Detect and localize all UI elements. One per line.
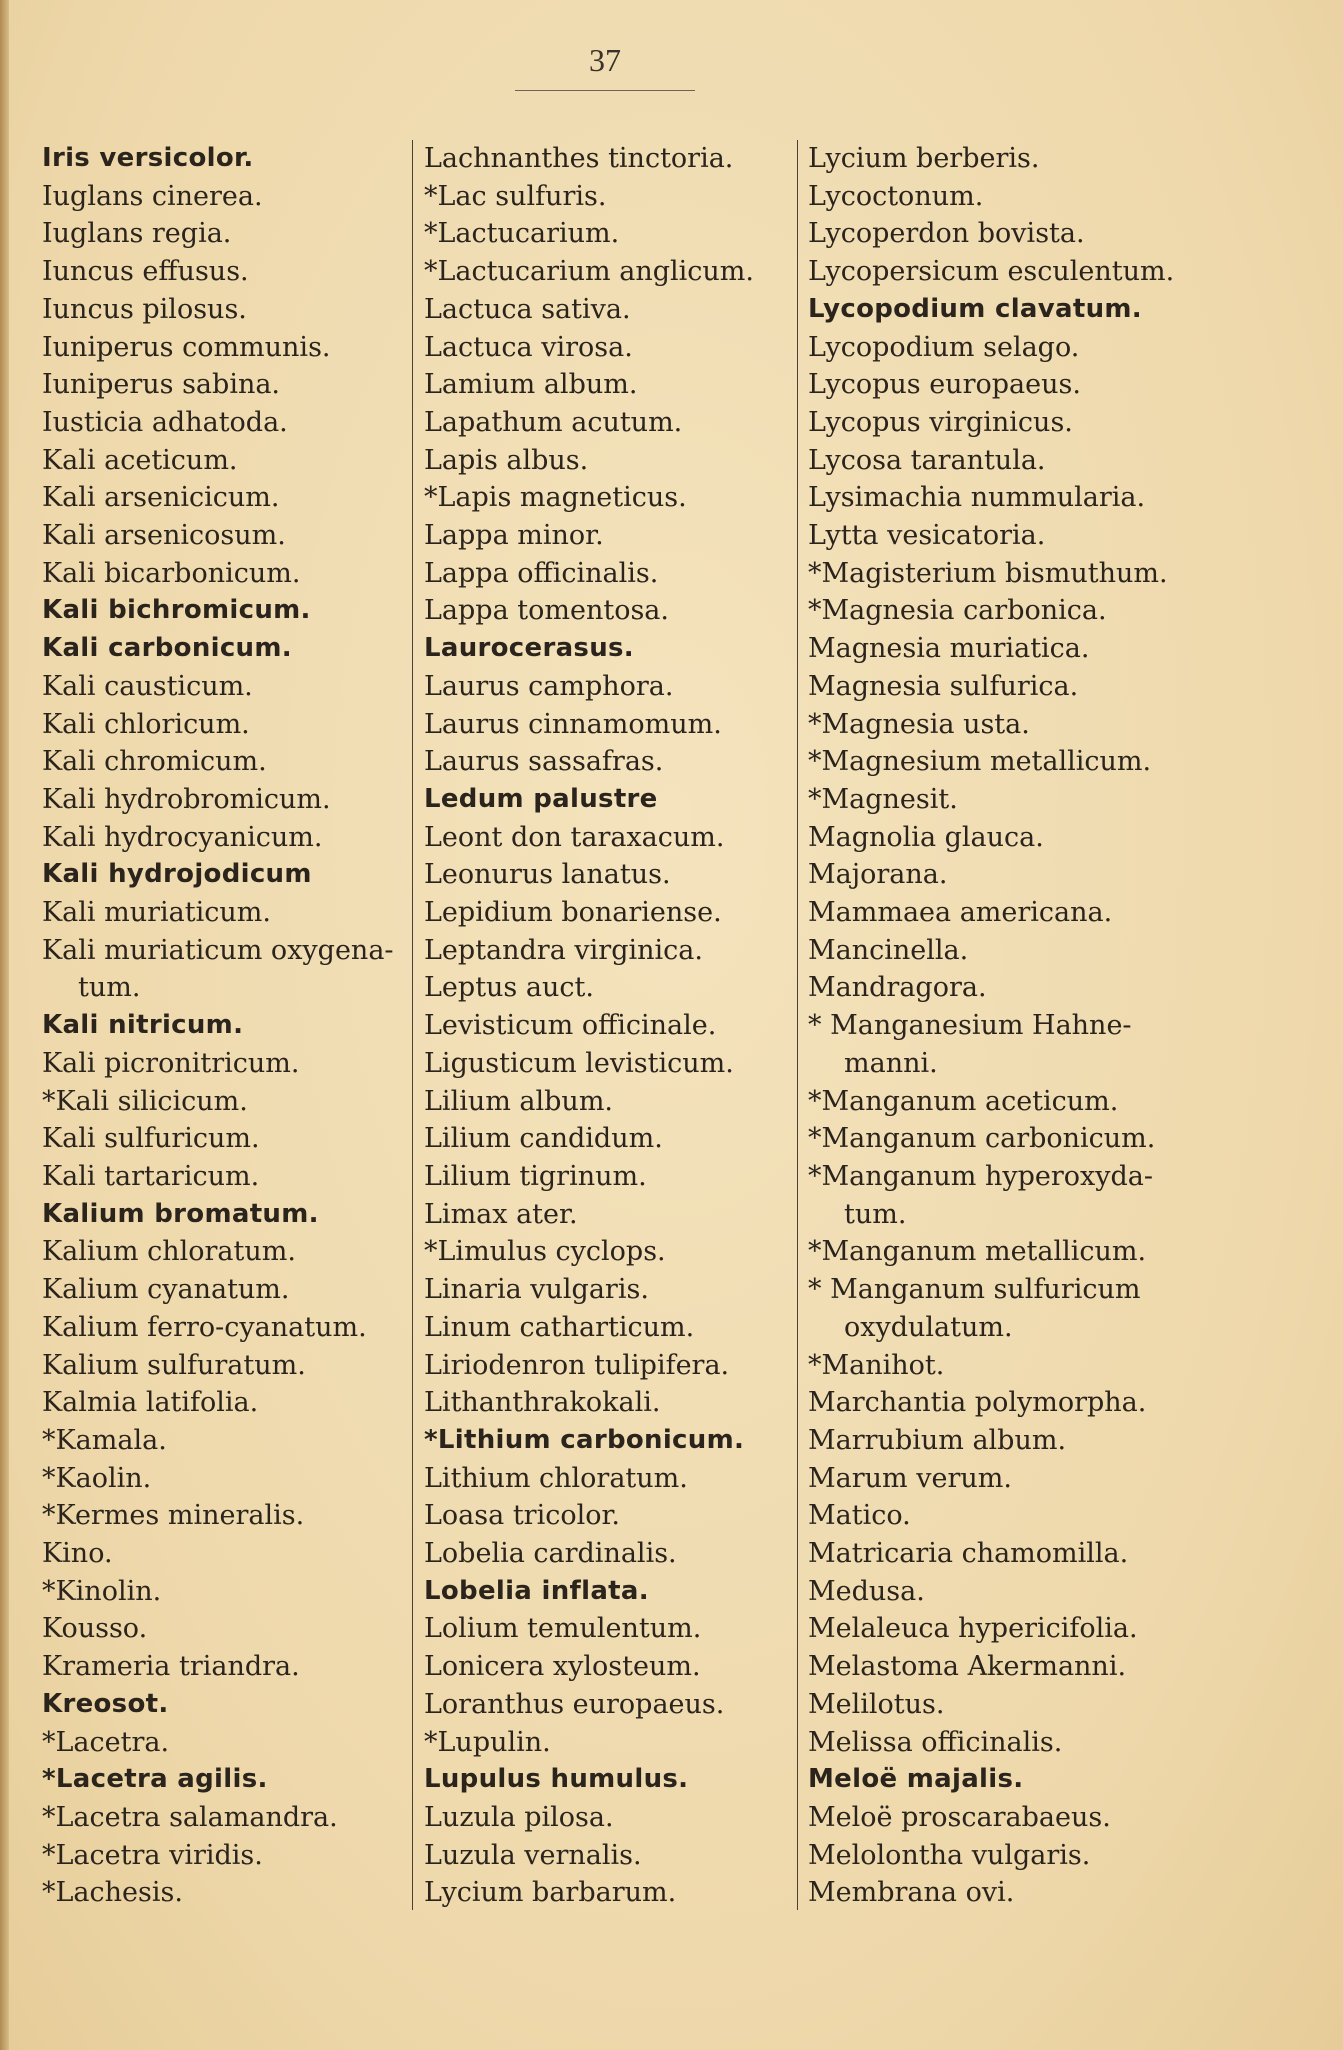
index-entry: Leont don taraxacum.: [424, 821, 725, 853]
index-column-1: [42, 140, 402, 1912]
index-entry: Laurus sassafras.: [424, 746, 664, 778]
index-entry: Magnesia muriatica.: [808, 633, 1090, 665]
index-entry: Linaria vulgaris.: [424, 1274, 649, 1306]
index-entry: *Magnesia usta.: [808, 708, 1030, 740]
index-entry: Mandragora.: [808, 972, 987, 1004]
index-entry: Melolontha vulgaris.: [808, 1839, 1091, 1871]
index-entry: *Lactucarium.: [424, 218, 620, 250]
index-entry: Kali chromicum.: [42, 746, 267, 778]
index-entry: Leptandra virginica.: [424, 934, 703, 966]
index-entry: *Manihot.: [808, 1349, 945, 1381]
index-entry: Mammaea americana.: [808, 897, 1113, 929]
index-entry: *Lacetra.: [42, 1726, 170, 1758]
index-entry: Kali muriaticum oxygena-: [42, 934, 394, 966]
index-entry: *Kermes mineralis.: [42, 1500, 305, 1532]
index-entry: Melilotus.: [808, 1688, 945, 1720]
index-entry: *Manganum hyperoxyda-: [808, 1160, 1154, 1192]
index-entry: Marchantia polymorpha.: [808, 1387, 1147, 1419]
index-entry: Kali causticum.: [42, 670, 253, 702]
index-entry: Lycoctonum.: [808, 180, 984, 212]
index-entry: Iuglans regia.: [42, 218, 232, 250]
index-entry: Medusa.: [808, 1575, 925, 1607]
index-entry-continuation: manni.: [844, 1047, 938, 1079]
index-entry: Meloë proscarabaeus.: [808, 1801, 1111, 1833]
index-entry: * Manganesium Hahne-: [808, 1010, 1132, 1042]
column-divider: [797, 140, 798, 1910]
index-entry: Lamium album.: [424, 369, 638, 401]
index-entry: *Lapis magneticus.: [424, 482, 687, 514]
index-entry: Krameria triandra.: [42, 1651, 300, 1683]
index-entry: Kali arsenicicum.: [42, 482, 280, 514]
index-entry: Kali picronitricum.: [42, 1047, 300, 1079]
index-entry: Lobelia cardinalis.: [424, 1538, 677, 1570]
index-entry: Kalmia latifolia.: [42, 1387, 259, 1419]
index-entry: Lithium chloratum.: [424, 1462, 688, 1494]
index-entry: *Lupulin.: [424, 1726, 551, 1758]
index-entry-continuation: tum.: [844, 1198, 907, 1230]
index-entry: *Kamala.: [42, 1424, 167, 1456]
index-entry: Loasa tricolor.: [424, 1500, 621, 1532]
index-entry: Marum verum.: [808, 1462, 1012, 1494]
index-entry: Marrubium album.: [808, 1424, 1067, 1456]
index-entry: Iusticia adhatoda.: [42, 406, 288, 438]
index-entry: Iuglans cinerea.: [42, 180, 263, 212]
index-entry: *Lacetra viridis.: [42, 1839, 263, 1871]
index-entry: Melastoma Akermanni.: [808, 1651, 1127, 1683]
index-entry: Lilium tigrinum.: [424, 1160, 647, 1192]
index-entry: *Lactucarium anglicum.: [424, 256, 754, 288]
index-entry: *Magnesia carbonica.: [808, 595, 1107, 627]
index-entry: Matico.: [808, 1500, 911, 1532]
index-entry: Laurus cinnamomum.: [424, 708, 722, 740]
index-entry: Lappa tomentosa.: [424, 595, 669, 627]
index-entry: Lappa minor.: [424, 520, 604, 552]
index-entry: Lupulus humulus.: [424, 1764, 689, 1795]
index-entry: Laurocerasus.: [424, 633, 634, 664]
index-entry: Ledum palustre: [424, 783, 658, 814]
index-entry: Meloë majalis.: [808, 1764, 1024, 1795]
index-entry: Iuncus effusus.: [42, 256, 249, 288]
index-entry-continuation: oxydulatum.: [844, 1311, 1013, 1343]
index-entry: Lobelia inflata.: [424, 1575, 649, 1606]
index-entry: Iris versicolor.: [42, 143, 254, 173]
index-entry: Luzula vernalis.: [424, 1839, 642, 1871]
index-entry: Kalium ferro-cyanatum.: [42, 1311, 367, 1343]
index-entry: *Lacetra agilis.: [42, 1764, 268, 1795]
index-entry: Kousso.: [42, 1613, 148, 1645]
index-entry: *Lithium carbonicum.: [424, 1424, 745, 1455]
index-entry: Linum catharticum.: [424, 1311, 695, 1343]
index-entry: Lepidium bonariense.: [424, 897, 722, 929]
index-entry: Kali sulfuricum.: [42, 1123, 260, 1155]
index-entry: *Manganum metallicum.: [808, 1236, 1147, 1268]
index-entry: *Kinolin.: [42, 1575, 162, 1607]
index-entry: Lilium album.: [424, 1085, 613, 1117]
index-entry: Mancinella.: [808, 934, 969, 966]
index-entry: *Kali silicicum.: [42, 1085, 248, 1117]
index-entry: Magnolia glauca.: [808, 821, 1044, 853]
index-entry: Kali hydrocyanicum.: [42, 821, 323, 853]
index-entry: Melissa officinalis.: [808, 1726, 1063, 1758]
index-entry: Kali arsenicosum.: [42, 520, 286, 552]
index-entry: Lapis albus.: [424, 444, 589, 476]
index-entry: *Manganum aceticum.: [808, 1085, 1119, 1117]
index-entry: Levisticum officinale.: [424, 1010, 717, 1042]
index-entry: Lachnanthes tinctoria.: [424, 143, 734, 174]
index-entry: Kali aceticum.: [42, 444, 238, 476]
index-entry: Kali bicarbonicum.: [42, 557, 301, 589]
index-entry: * Manganum sulfuricum: [808, 1274, 1141, 1306]
index-entry: Loranthus europaeus.: [424, 1688, 725, 1720]
index-entry: Lycopodium selago.: [808, 331, 1080, 363]
index-entry: Kali hydrojodicum: [42, 859, 312, 890]
index-entry: Iuncus pilosus.: [42, 293, 247, 325]
index-entry: Limax ater.: [424, 1198, 578, 1230]
index-entry: Lycopus virginicus.: [808, 406, 1073, 438]
index-entry: Leptus auct.: [424, 972, 594, 1004]
index-entry: Lycosa tarantula.: [808, 444, 1046, 476]
index-entry: Lycopus europaeus.: [808, 369, 1081, 401]
index-entry: Kali nitricum.: [42, 1010, 244, 1041]
index-entry: Kalium cyanatum.: [42, 1274, 290, 1306]
index-entry: Kalium sulfuratum.: [42, 1349, 306, 1381]
index-entry: Kali muriaticum.: [42, 897, 271, 929]
index-entry: Iuniperus sabina.: [42, 369, 281, 401]
index-entry: Kali chloricum.: [42, 708, 250, 740]
index-entry: *Limulus cyclops.: [424, 1236, 666, 1268]
index-entry: Majorana.: [808, 859, 948, 891]
index-entry: Leonurus lanatus.: [424, 859, 671, 891]
index-entry: *Magnesit.: [808, 783, 958, 815]
index-entry: Kali hydrobromicum.: [42, 783, 331, 815]
index-entry: Ligusticum levisticum.: [424, 1047, 734, 1079]
index-column-3: [808, 140, 1178, 1912]
index-entry: Lycopodium clavatum.: [808, 293, 1142, 324]
column-divider: [412, 140, 413, 1910]
index-entry: Lonicera xylosteum.: [424, 1651, 701, 1683]
index-entry: *Lacetra salamandra.: [42, 1801, 338, 1833]
index-entry: Kali tartaricum.: [42, 1160, 260, 1192]
header-rule: [515, 90, 695, 91]
index-entry: Laurus camphora.: [424, 670, 674, 702]
index-entry: Melaleuca hypericifolia.: [808, 1613, 1138, 1645]
index-entry: Lysimachia nummularia.: [808, 482, 1146, 514]
index-entry: Kalium chloratum.: [42, 1236, 296, 1268]
index-entry: Kalium bromatum.: [42, 1198, 319, 1229]
index-entry: Lapathum acutum.: [424, 406, 683, 438]
index-entry: Lolium temulentum.: [424, 1613, 702, 1645]
index-entry: *Kaolin.: [42, 1462, 152, 1494]
index-entry: Luzula pilosa.: [424, 1801, 614, 1833]
index-entry: *Magisterium bismuthum.: [808, 557, 1168, 589]
index-entry: Iuniperus communis.: [42, 331, 331, 363]
index-column-2: [424, 140, 784, 1912]
index-entry: Lycoperdon bovista.: [808, 218, 1085, 250]
index-entry: Lytta vesicatoria.: [808, 520, 1046, 552]
page-edge: [0, 0, 9, 2050]
index-entry: Lycium barbarum.: [424, 1877, 677, 1909]
index-entry: Kali carbonicum.: [42, 633, 292, 664]
index-entry: Magnesia sulfurica.: [808, 670, 1079, 702]
index-entry: Lithanthrakokali.: [424, 1387, 661, 1419]
index-entry: Matricaria chamomilla.: [808, 1538, 1129, 1570]
index-entry: Lactuca sativa.: [424, 293, 631, 325]
index-entry: *Manganum carbonicum.: [808, 1123, 1156, 1155]
page-number: 37: [589, 42, 621, 78]
index-entry: Membrana ovi.: [808, 1877, 1015, 1909]
index-entry: Kino.: [42, 1538, 113, 1570]
index-entry: Kali bichromicum.: [42, 595, 311, 626]
index-entry: Lycopersicum esculentum.: [808, 256, 1175, 288]
index-entry: Lilium candidum.: [424, 1123, 663, 1155]
index-entry: *Lac sulfuris.: [424, 180, 607, 212]
index-entry: Liriodenron tulipifera.: [424, 1349, 730, 1381]
index-entry: Lycium berberis.: [808, 143, 1040, 174]
index-entry: Lactuca virosa.: [424, 331, 633, 363]
index-entry: *Magnesium metallicum.: [808, 746, 1152, 778]
index-entry-continuation: tum.: [78, 972, 141, 1004]
index-entry: *Lachesis.: [42, 1877, 183, 1909]
index-entry: Lappa officinalis.: [424, 557, 659, 589]
index-entry: Kreosot.: [42, 1688, 169, 1719]
